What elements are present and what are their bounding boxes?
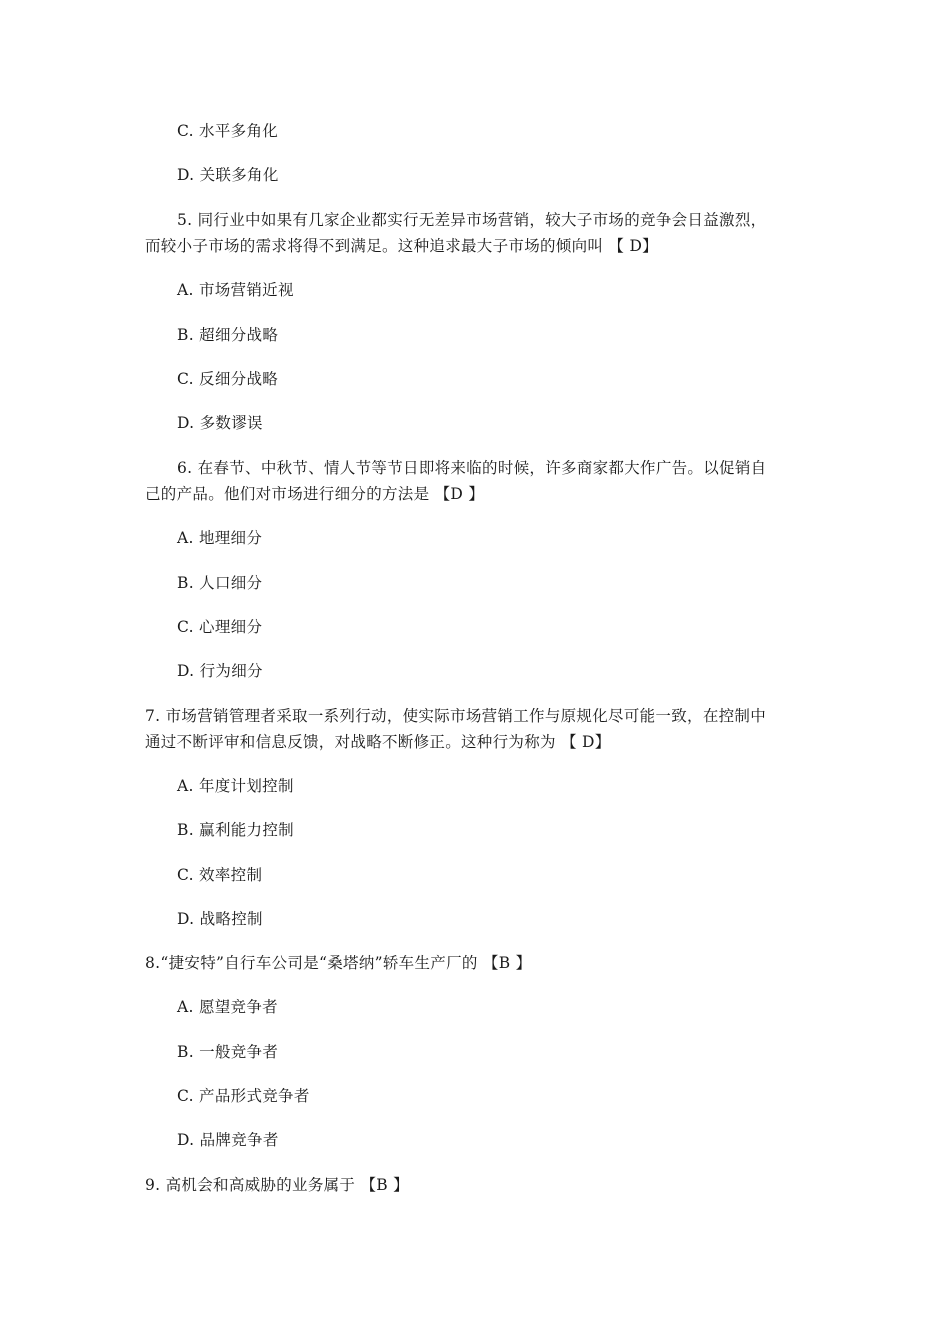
q8-option-d: D. 品牌竞争者: [177, 1131, 279, 1149]
q5-option-d: D. 多数谬误: [177, 414, 263, 432]
q5-stem-line-1: 5. 同行业中如果有几家企业都实行无差异市场营销，较大子市场的竞争会日益激烈，: [177, 211, 767, 229]
q8-option-c: C. 产品形式竞争者: [177, 1087, 310, 1105]
q6-stem-line-2: 己的产品。他们对市场进行细分的方法是 【D 】: [145, 485, 485, 503]
q7-option-b: B. 赢利能力控制: [177, 821, 294, 839]
q4-option-c: C. 水平多角化: [177, 122, 279, 140]
q7-option-d: D. 战略控制: [177, 910, 263, 928]
q6-option-d: D. 行为细分: [177, 662, 263, 680]
q6-option-b: B. 人口细分: [177, 574, 263, 592]
q4-option-d: D. 关联多角化: [177, 166, 279, 184]
q5-option-b: B. 超细分战略: [177, 326, 279, 344]
q7-option-a: A. 年度计划控制: [177, 777, 294, 795]
q6-option-a: A. 地理细分: [177, 529, 263, 547]
q5-option-a: A. 市场营销近视: [177, 281, 294, 299]
q6-option-c: C. 心理细分: [177, 618, 263, 636]
q8-option-a: A. 愿望竞争者: [177, 998, 278, 1016]
q7-option-c: C. 效率控制: [177, 866, 263, 884]
q9-stem: 9. 高机会和高威胁的业务属于 【B 】: [145, 1176, 409, 1194]
q8-stem: 8.“捷安特”自行车公司是“桑塔纳”轿车生产厂的 【B 】: [145, 954, 532, 972]
q6-stem-line-1: 6. 在春节、中秋节、情人节等节日即将来临的时候，许多商家都大作广告。以促销自: [177, 459, 767, 477]
q5-option-c: C. 反细分战略: [177, 370, 279, 388]
q7-stem-line-2: 通过不断评审和信息反馈，对战略不断修正。这种行为称为 【 D】: [145, 733, 611, 751]
q8-option-b: B. 一般竞争者: [177, 1043, 279, 1061]
q5-stem-line-2: 而较小子市场的需求将得不到满足。这种追求最大子市场的倾向叫 【 D】: [145, 237, 658, 255]
q7-stem-line-1: 7. 市场营销管理者采取一系列行动，使实际市场营销工作与原规化尽可能一致，在控制中: [145, 707, 767, 725]
